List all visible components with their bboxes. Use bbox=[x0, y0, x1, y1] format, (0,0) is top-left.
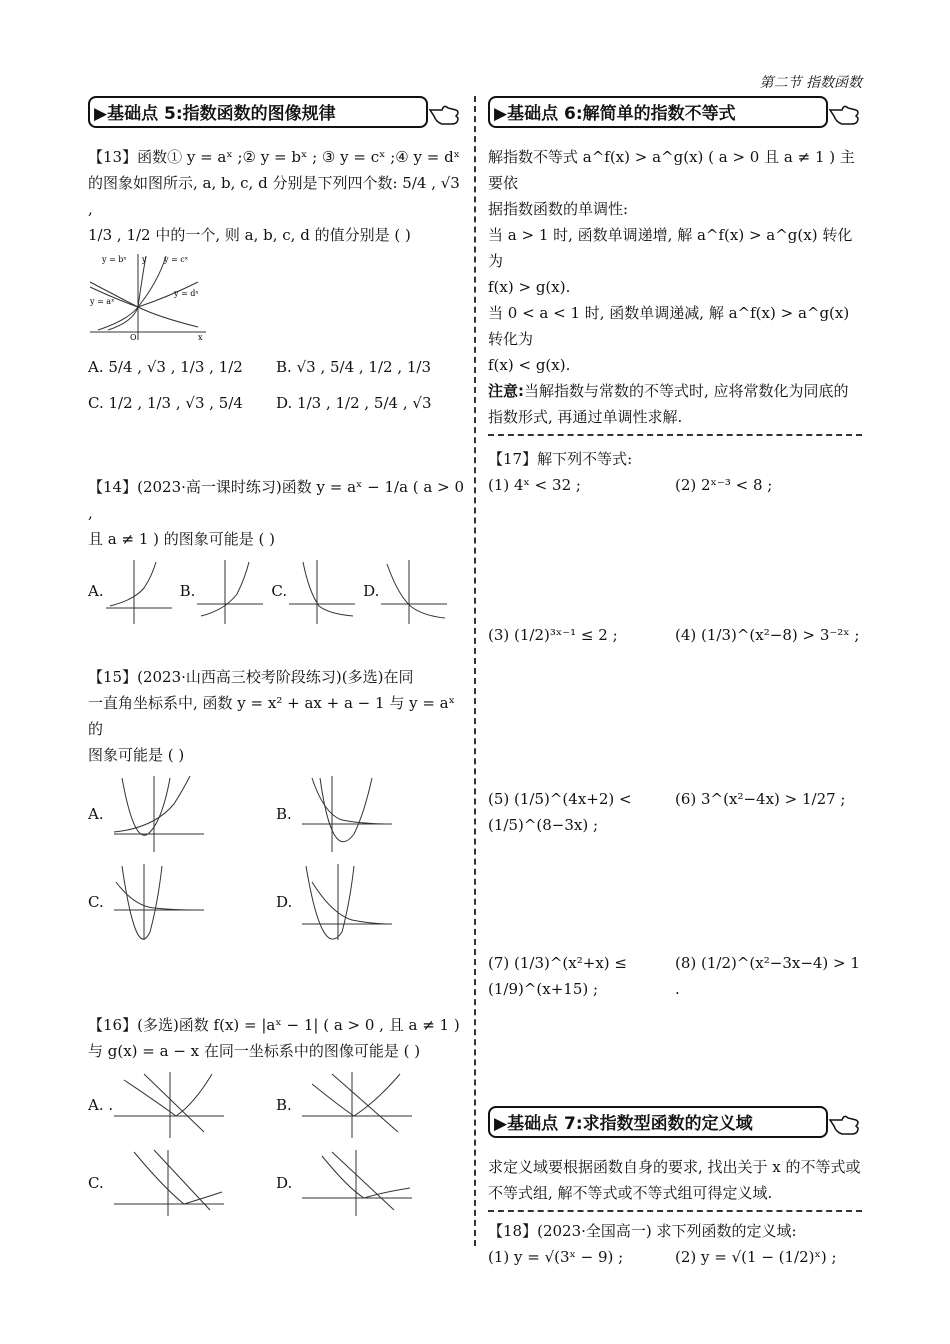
section-7-title: ▶基础点 7:求指数型函数的定义域 bbox=[488, 1106, 828, 1138]
q16-graph-a bbox=[114, 1070, 224, 1140]
pointing-hand-icon bbox=[828, 1108, 862, 1138]
q15-option-c[interactable]: C. bbox=[88, 862, 276, 942]
q17-row-1 bbox=[488, 472, 862, 622]
graph-label-x: x bbox=[198, 333, 203, 342]
q16-option-b[interactable]: B. bbox=[276, 1070, 464, 1140]
q14-option-a[interactable]: A. bbox=[88, 558, 172, 624]
sec6-line5: 当 0 < a < 1 时, 函数单调递减, 解 a^f(x) > a^g(x) 转化为 bbox=[488, 304, 850, 348]
q13-option-c[interactable]: C. 1/2 , 1/3 , √3 , 5/4 bbox=[88, 394, 243, 412]
q17-row-4 bbox=[488, 950, 862, 1100]
section-5-title: ▶基础点 5:指数函数的图像规律 bbox=[88, 96, 428, 128]
q14-graph-b bbox=[197, 558, 263, 624]
sec6-line3: 当 a > 1 时, 函数单调递增, 解 a^f(x) > a^g(x) 转化为 bbox=[488, 226, 853, 270]
section-7-header bbox=[488, 1106, 862, 1140]
q15-option-d[interactable]: D. bbox=[276, 862, 464, 942]
q15-graph-b bbox=[302, 774, 392, 854]
q17-item-1: (1) 4ˣ < 32 ; bbox=[488, 476, 581, 494]
q13-line2: 的图象如图所示, a, b, c, d 分别是下列四个数: 5/4 , √3 , bbox=[88, 174, 460, 218]
q14-graph-a bbox=[106, 558, 172, 624]
q17-item-6: (6) 3^(x²−4x) > 1/27 ; bbox=[675, 790, 846, 808]
q15-option-b[interactable]: B. bbox=[276, 774, 464, 854]
q15-line3: 图象可能是 ( ) bbox=[88, 746, 185, 764]
q18-item-2: (2) y = √(1 − (1/2)ˣ) ; bbox=[675, 1248, 837, 1266]
question-17 bbox=[488, 446, 862, 1100]
graph-label-y: y bbox=[142, 255, 147, 264]
q16-line1: 【16】(多选)函数 f(x) = |aˣ − 1| ( a > 0 , 且 a ≠ 1 ) bbox=[88, 1016, 460, 1034]
q18-item-1: (1) y = √(3ˣ − 9) ; bbox=[488, 1248, 624, 1266]
q18-title: 【18】(2023·全国高一) 求下列函数的定义域: bbox=[488, 1222, 797, 1240]
q15-line1: 【15】(2023·山西高三校考阶段练习)(多选)在同 bbox=[88, 668, 414, 686]
sec7-text: 求定义域要根据函数自身的要求, 找出关于 x 的不等式或不等式组, 解不等式或不等式组可得定义域. bbox=[488, 1158, 861, 1202]
q17-item-3: (3) (1/2)³ˣ⁻¹ ≤ 2 ; bbox=[488, 626, 618, 644]
q17-item-2: (2) 2ˣ⁻³ < 8 ; bbox=[675, 476, 773, 494]
q15-options bbox=[88, 774, 464, 942]
graph-label-b: y = bˣ bbox=[102, 255, 127, 264]
q17-item-4: (4) (1/3)^(x²−8) > 3⁻²ˣ ; bbox=[675, 626, 860, 644]
q13-line3: 1/3 , 1/2 中的一个, 则 a, b, c, d 的值分别是 ( ) bbox=[88, 226, 411, 244]
sec6-line2: 据指数函数的单调性: bbox=[488, 200, 629, 218]
pointing-hand-icon bbox=[828, 98, 862, 128]
sec6-line6: f(x) < g(x). bbox=[488, 356, 571, 374]
q17-row-3 bbox=[488, 786, 862, 950]
q15-graph-a bbox=[114, 774, 204, 854]
q18-items bbox=[488, 1244, 862, 1270]
left-column bbox=[88, 96, 464, 1218]
column-divider bbox=[474, 96, 476, 1246]
graph-label-d: y = dˣ bbox=[174, 289, 199, 298]
q16-graph-b bbox=[302, 1070, 412, 1140]
q14-option-d[interactable]: D. bbox=[363, 558, 447, 624]
q15-graph-c bbox=[114, 862, 204, 942]
q14-option-b[interactable]: B. bbox=[180, 558, 264, 624]
q14-graph-c bbox=[289, 558, 355, 624]
q15-option-a[interactable]: A. bbox=[88, 774, 276, 854]
q16-option-c[interactable]: C. bbox=[88, 1148, 276, 1218]
sec6-line1: 解指数不等式 a^f(x) > a^g(x) ( a > 0 且 a ≠ 1 ) 主要依 bbox=[488, 148, 855, 192]
q17-item-5: (5) (1/5)^(4x+2) < (1/5)^(8−3x) ; bbox=[488, 790, 632, 834]
graph-label-c: y = cˣ bbox=[164, 255, 189, 264]
q13-line1: 【13】函数① y = aˣ ;② y = bˣ ; ③ y = cˣ ;④ y = dˣ bbox=[88, 148, 461, 166]
q16-graph-c bbox=[114, 1148, 224, 1218]
q17-title: 【17】解下列不等式: bbox=[488, 450, 633, 468]
q16-options bbox=[88, 1070, 464, 1218]
q13-option-b[interactable]: B. √3 , 5/4 , 1/2 , 1/3 bbox=[276, 358, 432, 376]
right-column bbox=[488, 96, 862, 1270]
q13-option-d[interactable]: D. 1/3 , 1/2 , 5/4 , √3 bbox=[276, 394, 432, 412]
q17-row-2 bbox=[488, 622, 862, 786]
question-16 bbox=[88, 1012, 464, 1218]
section-6-header bbox=[488, 96, 862, 130]
q14-graph-d bbox=[381, 558, 447, 624]
q14-line1: 【14】(2023·高一课时练习)函数 y = aˣ − 1/a ( a > 0 , bbox=[88, 478, 465, 522]
question-15 bbox=[88, 664, 464, 942]
sec6-note: 注意:当解指数与常数的不等式时, 应将常数化为同底的指数形式, 再通过单调性求解. bbox=[488, 382, 849, 426]
q17-item-8: (8) (1/2)^(x²−3x−4) > 1 . bbox=[675, 954, 860, 998]
question-14 bbox=[88, 474, 464, 624]
section-5-header bbox=[88, 96, 464, 130]
question-18 bbox=[488, 1218, 862, 1270]
q14-options bbox=[88, 558, 464, 624]
graph-label-o: O bbox=[130, 333, 137, 342]
q16-option-d[interactable]: D. bbox=[276, 1148, 464, 1218]
sec6-line4: f(x) > g(x). bbox=[488, 278, 571, 296]
page-header: 第二节 指数函数 bbox=[759, 75, 862, 91]
section-7-explanation bbox=[488, 1154, 862, 1212]
section-6-explanation bbox=[488, 144, 862, 436]
q14-option-c[interactable]: C. bbox=[271, 558, 355, 624]
q13-graph bbox=[88, 252, 208, 342]
q15-graph-d bbox=[302, 862, 392, 942]
question-13 bbox=[88, 144, 464, 418]
q16-line2: 与 g(x) = a − x 在同一坐标系中的图像可能是 ( ) bbox=[88, 1042, 421, 1060]
q15-line2: 一直角坐标系中, 函数 y = x² + ax + a − 1 与 y = aˣ 的 bbox=[88, 694, 455, 738]
graph-label-a: y = aˣ bbox=[90, 297, 115, 306]
q16-graph-d bbox=[302, 1148, 412, 1218]
q13-option-a[interactable]: A. 5/4 , √3 , 1/3 , 1/2 bbox=[88, 358, 243, 376]
q14-line2: 且 a ≠ 1 ) 的图象可能是 ( ) bbox=[88, 530, 275, 548]
section-6-title: ▶基础点 6:解简单的指数不等式 bbox=[488, 96, 828, 128]
q13-options bbox=[88, 352, 464, 418]
q16-option-a[interactable]: A. . bbox=[88, 1070, 276, 1140]
pointing-hand-icon bbox=[428, 98, 462, 128]
q17-item-7: (7) (1/3)^(x²+x) ≤ (1/9)^(x+15) ; bbox=[488, 954, 627, 998]
